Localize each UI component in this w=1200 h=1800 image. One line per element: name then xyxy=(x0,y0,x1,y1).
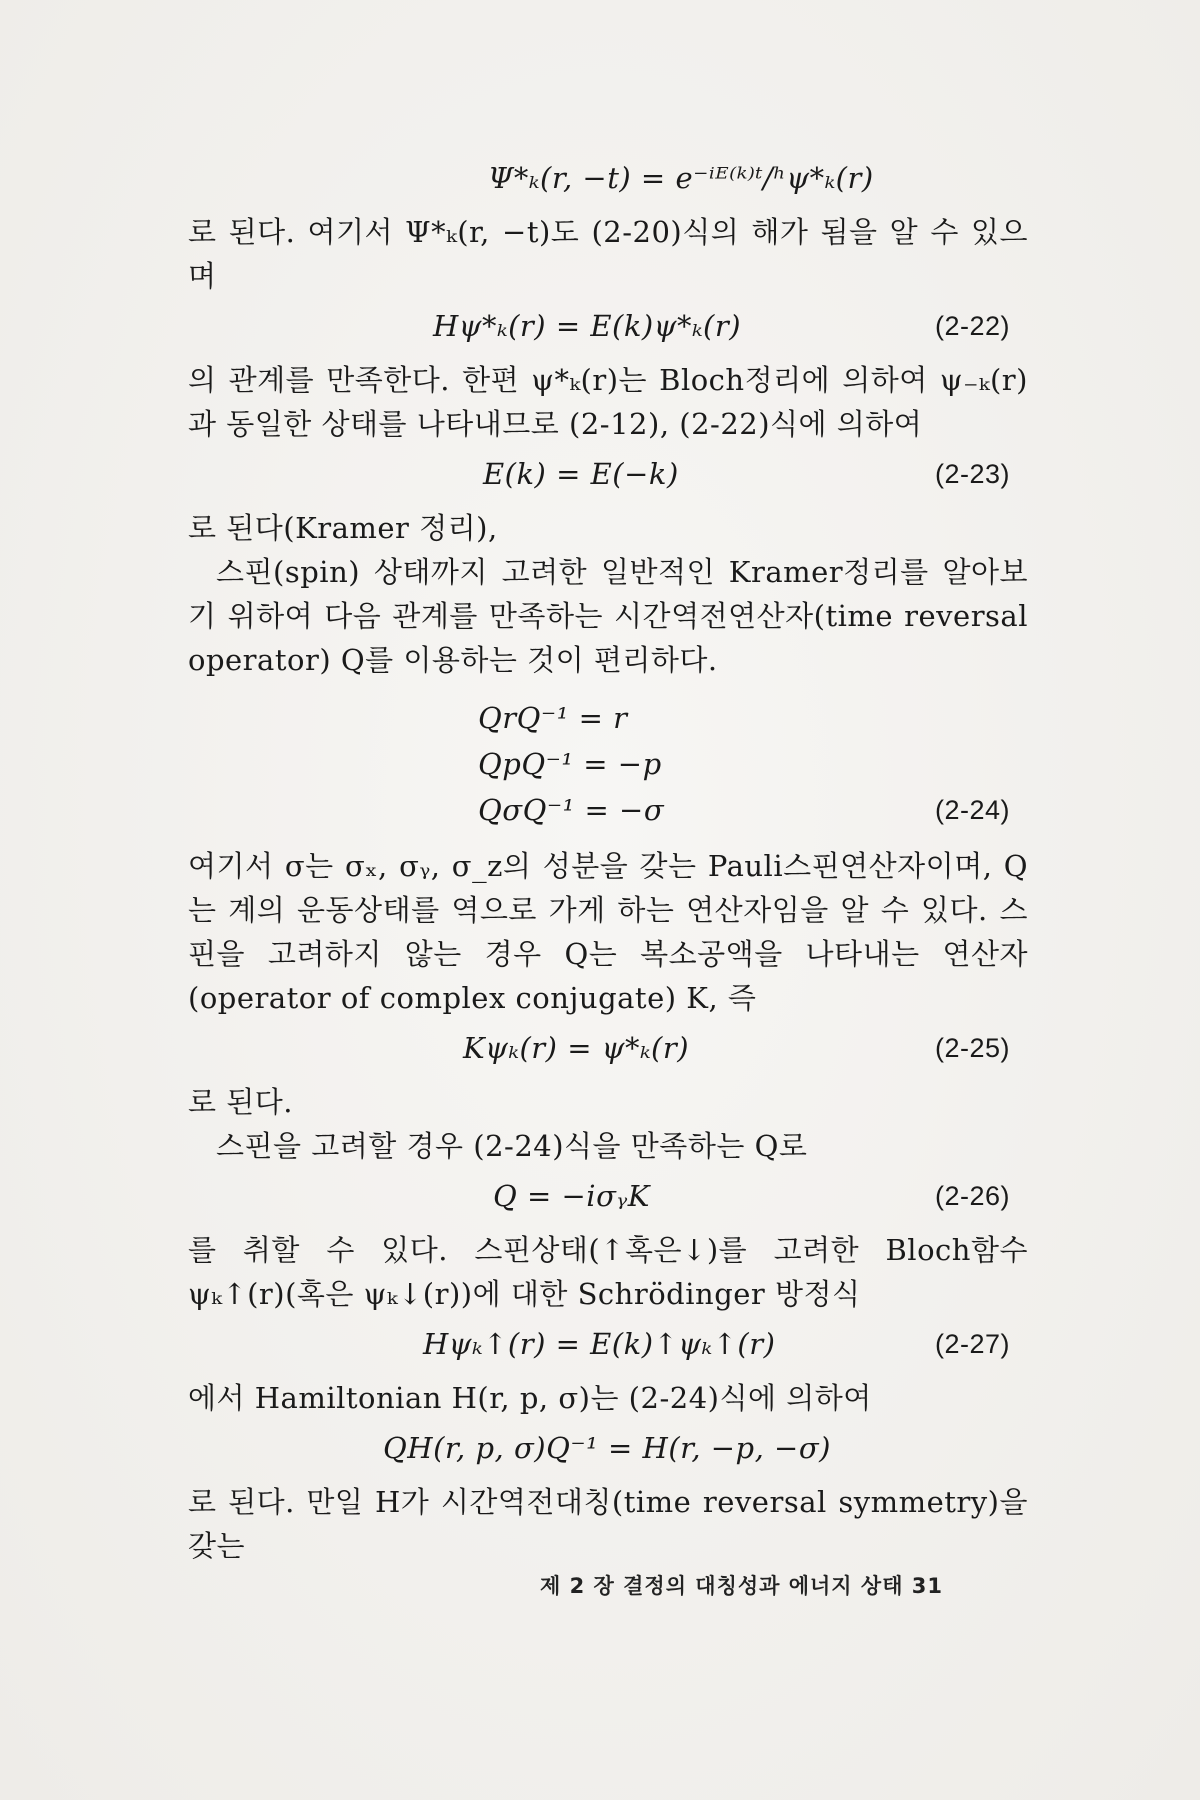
equation-expression: Ψ*ₖ(r, −t) = e⁻ⁱᴱ⁽ᵏ⁾ᵗ/ʰψ*ₖ(r) xyxy=(488,161,874,195)
paragraph: 의 관계를 만족한다. 한편 ψ*ₖ(r)는 Bloch정리에 의하여 ψ₋ₖ(r)과 동일한 상태를 나타내므로 (2-12), (2-22)식에 의하여 xyxy=(188,363,1028,441)
equation-2-24 xyxy=(188,696,1028,834)
paragraph: 여기서 σ는 σₓ, σᵧ, σ_z의 성분을 갖는 Pauli스핀연산자이며, Q는 계의 운동상태를 역으로 가게 하는 연산자임을 알 수 있다. 스핀을 고려하지 않는 경우 Q는 복소공액을 나타내는 연산자(operator of complex conjugate) K, 즉 xyxy=(188,849,1028,1015)
equation-2-26 xyxy=(188,1174,1028,1222)
text-line: 로 된다(Kramer 정리), xyxy=(188,511,498,545)
text-line: 로 된다. 만일 H가 시간역전대칭(time reversal symmetry)을 갖는 xyxy=(188,1485,1028,1563)
equation-2-23 xyxy=(188,452,1028,500)
equation-expression: QH(r, p, σ)Q⁻¹ = H(r, −p, −σ) xyxy=(383,1431,831,1465)
equation-expression: QσQ⁻¹ = −σ xyxy=(478,793,665,827)
text-line: 에서 Hamiltonian H(r, p, σ)는 (2-24)식에 의하여 xyxy=(188,1381,872,1415)
page-footer: 제 2 장 결정의 대칭성과 에너지 상태 31 xyxy=(540,1574,944,1598)
paragraph: 를 취할 수 있다. 스핀상태(↑혹은↓)를 고려한 Bloch함수 ψₖ↑(r)(혹은 ψₖ↓(r))에 대한 Schrödinger 방정식 xyxy=(188,1233,1028,1311)
equation-expression: Q = −iσᵧK xyxy=(493,1179,650,1213)
text-line: 스핀을 고려할 경우 (2-24)식을 만족하는 Q로 xyxy=(216,1129,808,1163)
page-content xyxy=(188,150,1028,1568)
text-line: 로 된다. 여기서 Ψ*ₖ(r, −t)도 (2-20)식의 해가 됨을 알 수 있으며 xyxy=(188,215,1028,293)
text-line: 로 된다. xyxy=(188,1085,293,1119)
equation-number: (2-22) xyxy=(934,311,1010,341)
equation-expression: E(k) = E(−k) xyxy=(483,457,679,491)
equation-expression: Hψ*ₖ(r) = E(k)ψ*ₖ(r) xyxy=(433,309,742,343)
equation-expression: Kψₖ(r) = ψ*ₖ(r) xyxy=(463,1031,690,1065)
equation-2-22 xyxy=(188,304,1028,352)
equation-number: (2-26) xyxy=(934,1181,1010,1211)
equation-expression: Hψₖ↑(r) = E(k)↑ψₖ↑(r) xyxy=(423,1327,776,1361)
equation-hamiltonian-symmetry xyxy=(188,1426,1028,1474)
paragraph: 스핀(spin) 상태까지 고려한 일반적인 Kramer정리를 알아보기 위하여 다음 관계를 만족하는 시간역전연산자(time reversal operator) Q를 이용하는 것이 편리하다. xyxy=(188,555,1028,677)
equation-2-27 xyxy=(188,1322,1028,1370)
equation-number: (2-27) xyxy=(934,1329,1010,1359)
equation-2-25 xyxy=(188,1026,1028,1074)
equation-expression: QrQ⁻¹ = r xyxy=(478,701,628,735)
equation-number: (2-24) xyxy=(934,795,1010,825)
equation-number: (2-25) xyxy=(934,1033,1010,1063)
equation-expression: QpQ⁻¹ = −p xyxy=(478,747,662,781)
equation-time-reversed-wavefunction xyxy=(188,156,1028,204)
equation-number: (2-23) xyxy=(934,459,1010,489)
